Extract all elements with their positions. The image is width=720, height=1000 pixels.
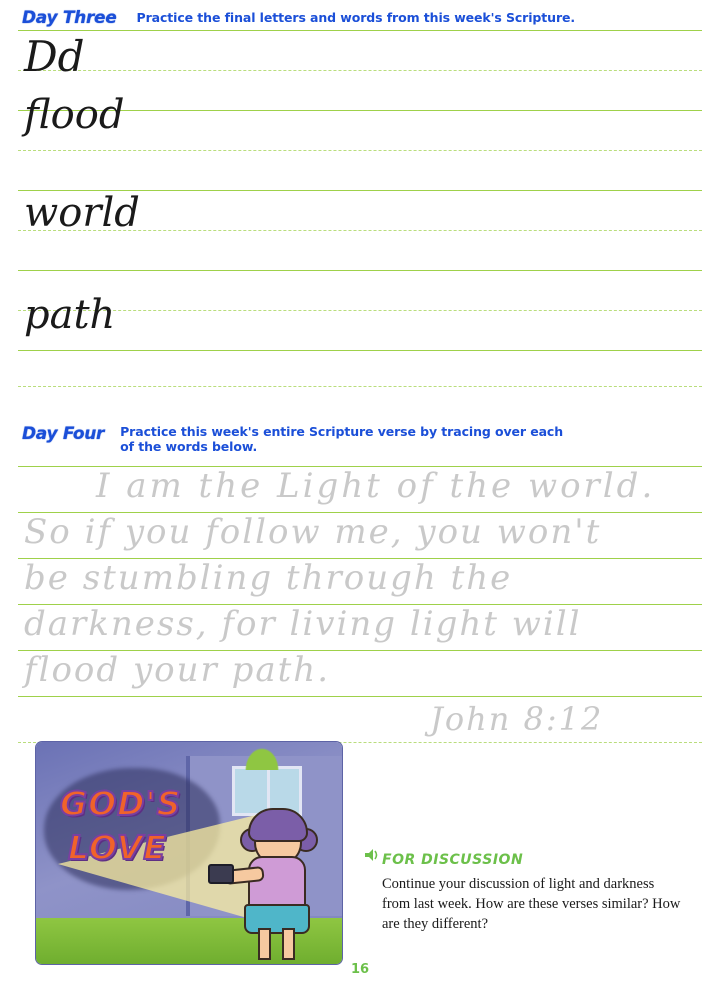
girl-leg-left xyxy=(258,928,271,960)
for-discussion-body: Continue your discussion of light and darkness from last week. How are these verses similar? How are they different? xyxy=(382,876,681,932)
rule-line xyxy=(18,350,702,351)
trace-line: be stumbling through the xyxy=(24,558,513,598)
girl-leg-right xyxy=(282,928,295,960)
day-three-header xyxy=(22,8,575,28)
illustration-word-top: GOD'S xyxy=(60,784,182,823)
handwriting-sample: Dd xyxy=(24,32,85,81)
day-four-instruction-line-2: of the words below. xyxy=(120,439,258,454)
trace-line: flood your path. xyxy=(24,650,331,690)
day-four-instruction-line-1: Practice this week's entire Scripture verse by tracing over each xyxy=(120,424,564,439)
flashlight-icon xyxy=(208,864,234,884)
page-number: 16 xyxy=(350,962,370,977)
rule-dash xyxy=(18,310,702,311)
sound-burst-icon xyxy=(362,846,380,864)
illustration-word-bottom: LOVE xyxy=(68,828,167,867)
rule-dash xyxy=(18,150,702,151)
day-four-header xyxy=(22,424,563,454)
handwriting-sample: flood xyxy=(24,92,125,138)
rule-dash xyxy=(18,70,702,71)
day-four-label: Day Four xyxy=(22,424,105,444)
handwriting-sample: world xyxy=(24,190,140,236)
rule-dash xyxy=(18,386,702,387)
handwriting-sample: path xyxy=(24,292,116,338)
trace-line: So if you follow me, you won't xyxy=(24,512,602,552)
trace-line-reference: John 8:12 xyxy=(430,700,604,738)
for-discussion-title: FOR DISCUSSION xyxy=(382,852,524,868)
illustration-gods-love xyxy=(36,742,342,964)
day-three-label: Day Three xyxy=(22,8,117,28)
girl-hair xyxy=(248,808,308,842)
rule-line xyxy=(18,30,702,31)
illustration-plant xyxy=(242,744,282,770)
rule-line xyxy=(18,270,702,271)
girl-skirt xyxy=(244,904,310,934)
rule-line xyxy=(18,696,702,697)
trace-line: I am the Light of the world. xyxy=(96,466,656,506)
trace-line: darkness, for living light will xyxy=(24,604,582,644)
day-three-instruction: Practice the final letters and words from this week's Scripture. xyxy=(136,10,576,25)
